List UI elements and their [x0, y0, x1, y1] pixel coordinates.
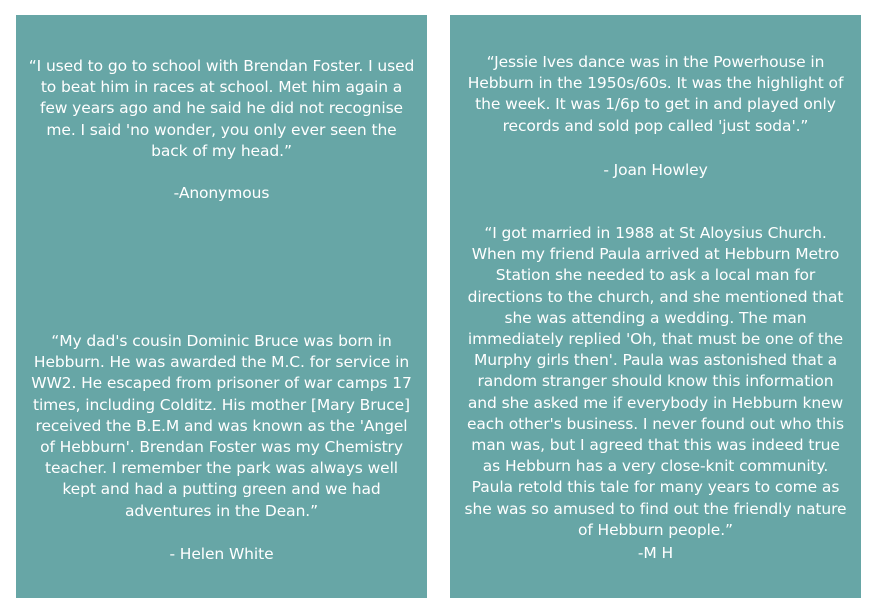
- quote-author: - Helen White: [169, 545, 274, 563]
- quote-text: “Jessie Ives dance was in the Powerhouse in Hebburn in the 1950s/60s. It was the highlight of the week. It was 1/6p to get in and played only records and sold pop called 'just soda'.”: [467, 53, 844, 135]
- left-quote-panel: [16, 15, 427, 598]
- quote-text: “My dad's cousin Dominic Bruce was born in Hebburn. He was awarded the M.C. for service in WW2. He escaped from prisoner of war camps 17 times, including Colditz. His mother [Mary Bruce] received the B.E.M and was known as the 'Angel of Hebburn'. Brendan Foster was my Chemistry teacher. I remember the park was always well kept and had a putting green and we had adventures in the Dean.”: [31, 332, 412, 520]
- quote-text: “I got married in 1988 at St Aloysius Church. When my friend Paula arrived at Hebburn Metro Station she needed to ask a local man for directions to the church, and she mentioned that she was attending a wedding. The man immediately replied 'Oh, that must be one of the Murphy girls then'. Paula was astonished that a random stranger should know this information and she asked me if everybody in Hebburn knew each other's business. I never found out who this man was, but I agreed that this was indeed true as Hebburn has a very close-knit community. Paula retold this tale for many years to come as she was so amused to find out the friendly nature of Hebburn people.”: [464, 224, 847, 539]
- quote-author: -Anonymous: [173, 184, 270, 202]
- quote-text: “I used to go to school with Brendan Foster. I used to beat him in races at school. Met him again a few years ago and he said he did not recognise me. I said 'no wonder, you only ever seen the back of my head.”: [28, 57, 415, 160]
- quote-author: -M H: [637, 544, 674, 562]
- quote-author: - Joan Howley: [603, 161, 708, 179]
- right-quote-panel: [450, 15, 861, 598]
